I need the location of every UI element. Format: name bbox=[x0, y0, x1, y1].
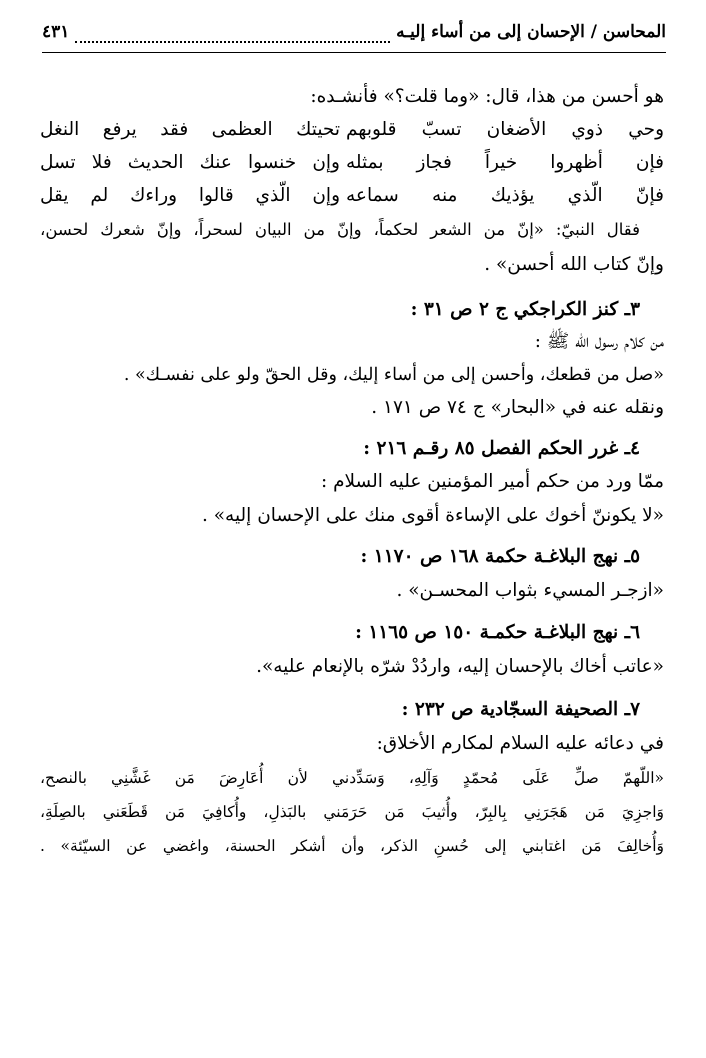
poem-verse bbox=[40, 117, 664, 143]
section-line: «لا يكوننّ أخوك على الإساءة أقوى منك على الإحسان إليه» . bbox=[201, 505, 664, 526]
section-line: «صل من قطعك، وأحسن إلى من أساء إليك، وقل الحقّ ولو على نفسـك» . bbox=[123, 365, 664, 385]
section-line: ونقله عنه في «البحار» ج ٧٤ ص ١٧١ . bbox=[371, 397, 664, 418]
verse-second-half: وإن الّذي قالوا وراءك لم يقل bbox=[40, 185, 340, 206]
verse-first-half: وحي ذوي الأضغان تسبّ قلوبهم bbox=[346, 119, 664, 140]
section-line: ممّا ورد من حكم أمير المؤمنين عليه السلام : bbox=[320, 471, 664, 492]
intro-line: هو أحسن من هذا، قال: «وما قلت؟» فأنشـده: bbox=[310, 86, 664, 107]
section-heading: ٥ـ نهج البلاغـة حكمة ١٦٨ ص ١١٧٠ : bbox=[360, 546, 640, 567]
verse-second-half: وإن خنسوا عنك الحديث فلا تسل bbox=[40, 152, 340, 173]
prophet-quote-line: فقال النبيّ: «إنّ من الشعر لحكماً، وإنّ من البيان لسحراً، وإنّ شعرك لحسن، bbox=[40, 220, 640, 239]
verse-first-half: فإن أظهروا خيراً فجاز بمثله bbox=[346, 152, 664, 173]
verse-second-half: تحيتك العظمى فقد يرفع النغل bbox=[40, 119, 340, 140]
section-line: وَاجزِيَ مَن هَجَرَنِي بِالبِرّ، وأُثيبَ مَن حَرَمَني بالبَذلِ، وأُكافِيَ مَن قَطَعَني بالصِلَةِ، bbox=[40, 803, 664, 821]
prophet-quote-line: وإنّ كتاب الله أحسن» . bbox=[484, 254, 664, 275]
section-heading: ٧ـ الصحيفة السجّادية ص ٢٣٢ : bbox=[401, 699, 640, 720]
poem-verse bbox=[40, 183, 664, 209]
section-line: في دعائه عليه السلام لمكارم الأخلاق: bbox=[376, 733, 664, 754]
section-line: وَأُخالِفَ مَن اغتابني إلى حُسنِ الذكر، وأن أشكر الحسنة، واغضي عن السيّئة» . bbox=[40, 837, 664, 855]
section-line: «عاتب أخاك بالإحسان إليه، واردُدْ شرّه بالإنعام عليه». bbox=[256, 656, 664, 677]
verse-first-half: فإنّ الّذي يؤذيك منه سماعه bbox=[346, 185, 664, 206]
running-header bbox=[42, 22, 666, 53]
section-line: «ازجـر المسيء بثواب المحسـن» . bbox=[396, 580, 664, 601]
poem-verse bbox=[40, 150, 664, 176]
header-title: المحاسن / الإحسان إلى من أساء إليـه bbox=[396, 22, 666, 42]
section-line: «اللّهمّ صلِّ عَلَى مُحمّدٍ وَآلِهِ، وَسَدِّدني لأن أُعَارِضَ مَن غَشَّنِي بالنصح، bbox=[40, 769, 664, 787]
section-heading: ٦ـ نهج البلاغـة حكمـة ١٥٠ ص ١١٦٥ : bbox=[355, 622, 640, 643]
page-number: ٤٣١ bbox=[42, 22, 70, 42]
section-line: من كلام رسول الله ﷺ : bbox=[534, 331, 664, 352]
leader-dots bbox=[75, 41, 390, 43]
section-heading: ٤ـ غرر الحكم الفصل ٨٥ رقـم ٢١٦ : bbox=[363, 438, 640, 459]
section-heading: ٣ـ كنز الكراجكي ج ٢ ص ٣١ : bbox=[410, 299, 640, 320]
